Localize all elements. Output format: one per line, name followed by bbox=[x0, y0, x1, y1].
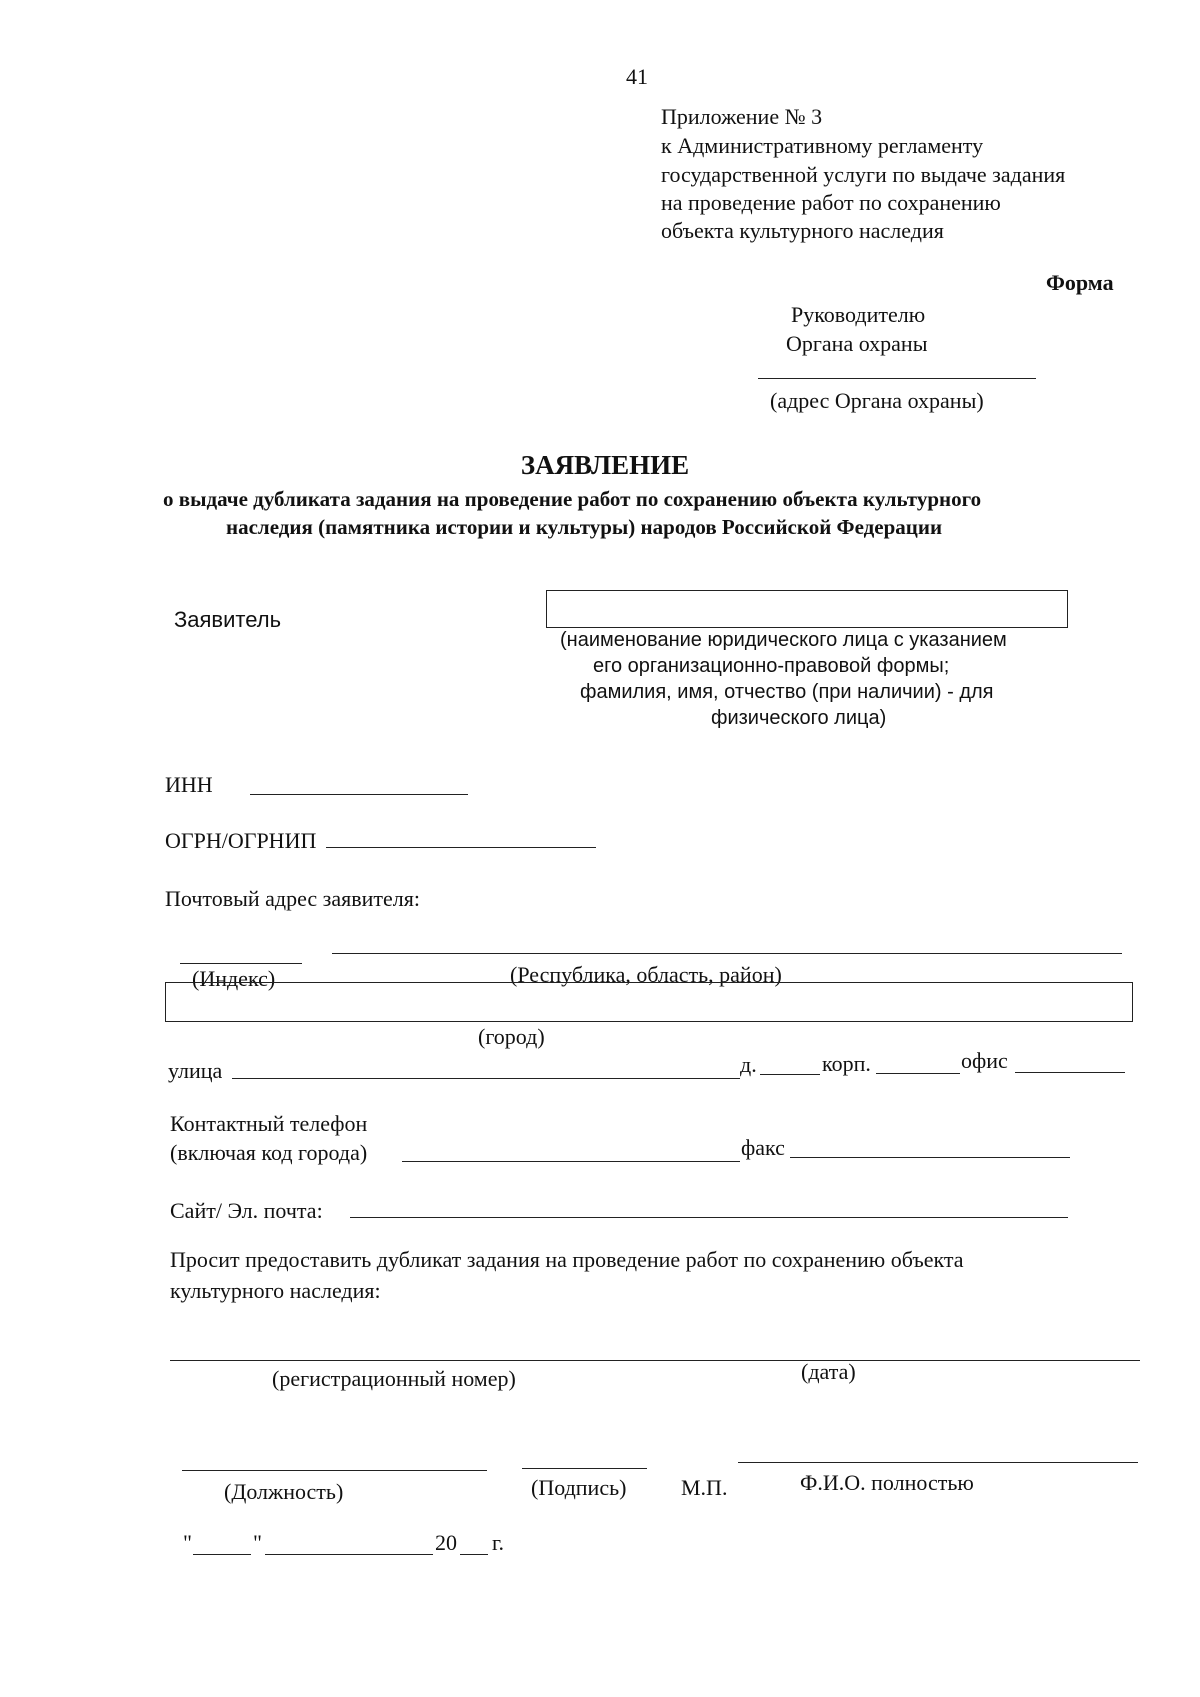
ogrn-label: ОГРН/ОГРНИП bbox=[165, 828, 317, 853]
applicant-name-field[interactable] bbox=[546, 590, 1068, 628]
appendix-line-2: к Административному регламенту bbox=[661, 133, 984, 158]
ogrn-field[interactable] bbox=[326, 847, 596, 848]
date-year-suffix: г. bbox=[492, 1530, 505, 1555]
document-title: ЗАЯВЛЕНИЕ bbox=[520, 450, 690, 480]
appendix-line-3: государственной услуги по выдаче задания bbox=[661, 162, 1066, 187]
date-day-field[interactable] bbox=[193, 1554, 251, 1555]
appendix-line-5: объекта культурного наследия bbox=[661, 218, 944, 243]
applicant-caption-1: (наименование юридического лица с указанием bbox=[560, 629, 1007, 651]
office-label: офис bbox=[961, 1048, 1008, 1073]
registration-number-caption: (регистрационный номер) bbox=[272, 1366, 516, 1391]
stamp-label: М.П. bbox=[681, 1475, 728, 1500]
inn-label: ИНН bbox=[165, 772, 213, 797]
appendix-line-1: Приложение № 3 bbox=[661, 104, 823, 129]
phone-label-2: (включая код города) bbox=[170, 1140, 368, 1165]
postal-index-caption: (Индекс) bbox=[192, 966, 276, 991]
house-label: д. bbox=[740, 1052, 757, 1077]
postal-city-field[interactable] bbox=[165, 982, 1133, 1022]
addressee-line-1: Руководителю bbox=[791, 302, 926, 327]
date-quote-open: " bbox=[183, 1530, 192, 1555]
applicant-caption-2: его организационно-правовой формы; bbox=[593, 655, 950, 677]
office-field[interactable] bbox=[1015, 1072, 1125, 1073]
addressee-address-caption: (адрес Органа охраны) bbox=[770, 388, 984, 413]
document-subtitle-line-1: о выдаче дубликата задания на проведение работ по сохранению объекта культурного bbox=[163, 487, 982, 511]
request-text-line-1: Просит предоставить дубликат задания на проведение работ по сохранению объекта bbox=[170, 1247, 964, 1272]
signature-caption: (Подпись) bbox=[531, 1475, 627, 1500]
applicant-label: Заявитель bbox=[174, 607, 282, 632]
form-label: Форма bbox=[1046, 270, 1114, 295]
request-text-line-2: культурного наследия: bbox=[170, 1278, 381, 1303]
house-field[interactable] bbox=[760, 1074, 820, 1075]
street-field[interactable] bbox=[232, 1078, 740, 1079]
phone-label-1: Контактный телефон bbox=[170, 1111, 368, 1136]
date-year-field[interactable] bbox=[460, 1554, 488, 1555]
building-field[interactable] bbox=[876, 1073, 960, 1074]
addressee-line-2: Органа охраны bbox=[786, 331, 928, 356]
applicant-caption-3: фамилия, имя, отчество (при наличии) - для bbox=[580, 681, 994, 703]
phone-field[interactable] bbox=[402, 1161, 740, 1162]
document-subtitle-line-2: наследия (памятника истории и культуры) народов Российской Федерации bbox=[226, 515, 943, 539]
postal-region-caption: (Республика, область, район) bbox=[510, 962, 782, 987]
appendix-line-4: на проведение работ по сохранению bbox=[661, 190, 1001, 215]
date-year-prefix: 20 bbox=[435, 1530, 457, 1555]
signature-field[interactable] bbox=[522, 1468, 647, 1469]
postal-address-label: Почтовый адрес заявителя: bbox=[165, 886, 421, 911]
fax-label: факс bbox=[741, 1135, 785, 1160]
date-quote-close: " bbox=[253, 1530, 262, 1555]
full-name-field[interactable] bbox=[738, 1462, 1138, 1463]
date-caption: (дата) bbox=[801, 1359, 856, 1384]
fax-field[interactable] bbox=[790, 1157, 1070, 1158]
postal-city-caption: (город) bbox=[478, 1024, 545, 1049]
site-email-label: Сайт/ Эл. почта: bbox=[170, 1198, 323, 1223]
position-field[interactable] bbox=[182, 1470, 487, 1471]
page-number: 41 bbox=[626, 64, 648, 89]
registration-number-field[interactable] bbox=[170, 1360, 1140, 1361]
street-label: улица bbox=[168, 1058, 223, 1083]
building-label: корп. bbox=[822, 1051, 871, 1076]
site-email-field[interactable] bbox=[350, 1217, 1068, 1218]
full-name-caption: Ф.И.О. полностью bbox=[800, 1470, 974, 1495]
postal-region-field[interactable] bbox=[332, 953, 1122, 954]
applicant-caption-4: физического лица) bbox=[711, 707, 887, 729]
position-caption: (Должность) bbox=[224, 1479, 344, 1504]
inn-field[interactable] bbox=[250, 794, 468, 795]
addressee-address-field[interactable] bbox=[758, 378, 1036, 379]
date-month-field[interactable] bbox=[265, 1554, 433, 1555]
